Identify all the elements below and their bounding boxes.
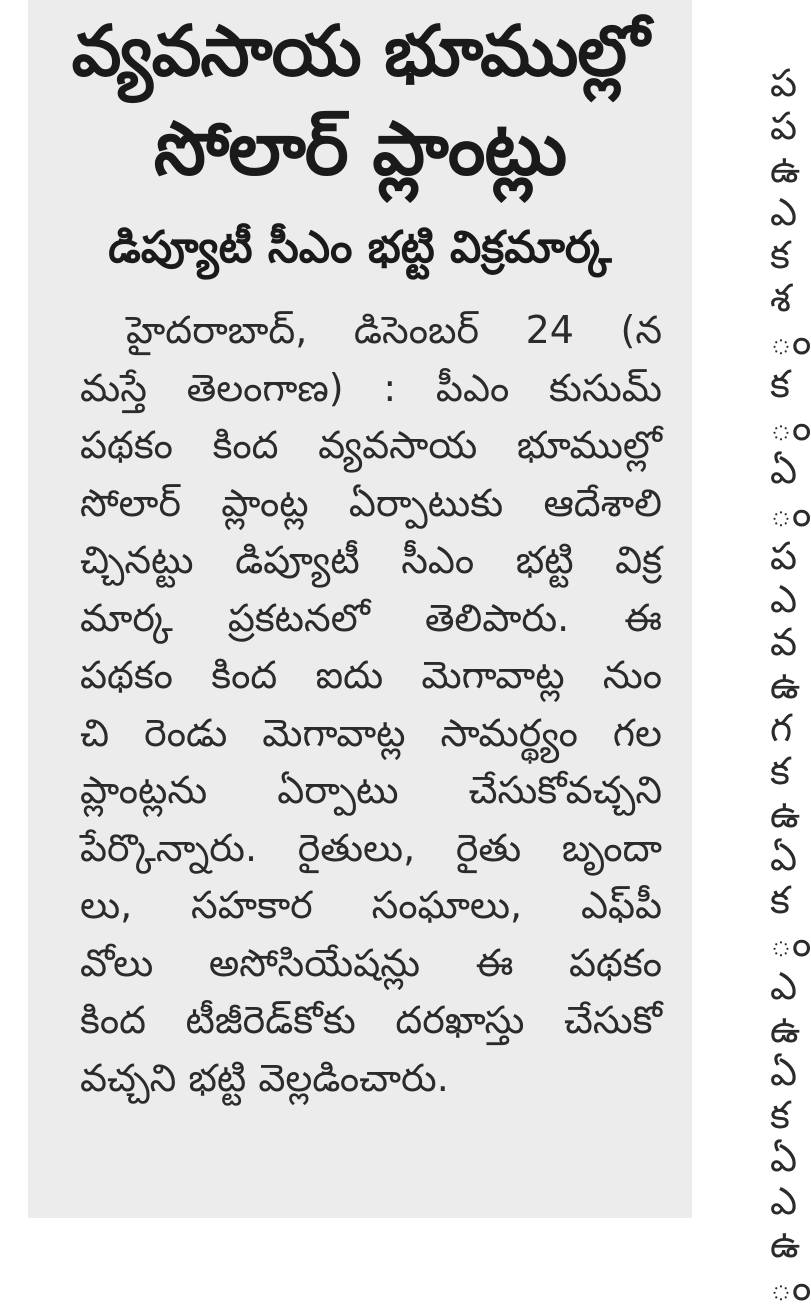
adjacent-column-glyph: ం <box>770 921 811 965</box>
adjacent-column-glyph: క <box>770 362 790 406</box>
adjacent-column-glyph: ఎ <box>770 1179 798 1223</box>
adjacent-column-glyph: క <box>770 1093 790 1137</box>
adjacent-column-glyph: శ <box>770 276 791 320</box>
adjacent-column-glyph: ం <box>770 1265 811 1309</box>
adjacent-column-glyph: ఎ <box>770 964 798 1008</box>
adjacent-column-glyph: ఉ <box>770 663 801 707</box>
adjacent-column-glyph: ం <box>770 491 811 535</box>
adjacent-column-glyph: గ <box>770 706 793 750</box>
adjacent-column-glyph: ం <box>770 405 811 449</box>
adjacent-column-glyph: ఉ <box>770 792 801 836</box>
body-line: పేర్కొన్నారు. రైతులు, రైతు బృందా <box>80 825 662 870</box>
adjacent-column-glyph: ఉ <box>770 147 801 191</box>
body-line: చి రెండు మెగావాట్ల సామర్థ్యం గల <box>80 710 662 755</box>
news-article <box>28 0 692 1218</box>
adjacent-column-glyph: ఉ <box>770 1007 801 1051</box>
adjacent-column-glyph: ఏ <box>770 835 798 879</box>
adjacent-column-glyph: ప <box>770 534 798 578</box>
adjacent-column-glyph: ఎ <box>770 190 798 234</box>
adjacent-column-glyph: ఏ <box>770 448 798 492</box>
adjacent-column-glyph: ఏ <box>770 1050 798 1094</box>
body-line: లు, సహకార సంఘాలు, ఎఫ్‌పీ <box>80 883 662 927</box>
body-line: వచ్చని భట్టి వెల్లడించారు. <box>80 1055 449 1100</box>
body-line: పథకం కింద ఐదు మెగావాట్ల నుం <box>80 653 662 697</box>
body-line: ప్లాంట్లను ఏర్పాటు చేసుకోవచ్చని <box>80 768 662 812</box>
body-line: వోలు అసోసియేషన్లు ఈ పథకం <box>80 940 662 985</box>
adjacent-column-fragment <box>770 0 811 1310</box>
body-line: పథకం కింద వ్యవసాయ భూముల్లో <box>80 423 662 467</box>
adjacent-column-glyph: ం <box>770 319 811 363</box>
headline-line-1: వ్యవసాయ భూముల్లో <box>71 10 649 92</box>
adjacent-column-glyph: ఉ <box>770 1222 801 1266</box>
adjacent-column-glyph: ప <box>770 104 798 148</box>
body-line: మార్క ప్రకటనలో తెలిపారు. ఈ <box>80 595 662 640</box>
body-line: చ్చినట్టు డిప్యూటీ సీఎం భట్టి విక్ర <box>80 538 662 582</box>
adjacent-column-glyph: ఎ <box>770 577 798 621</box>
adjacent-column-glyph: వ <box>770 620 798 664</box>
article-body <box>80 302 662 1107</box>
adjacent-column-glyph: ఏ <box>770 1136 798 1180</box>
adjacent-column-glyph: క <box>770 233 790 277</box>
body-line: కింద టీజీరెడ్‌కోకు దరఖాస్తు చేసుకో <box>80 998 662 1042</box>
body-line: మస్తే తెలంగాణ) : పీఎం కుసుమ్ <box>80 365 662 410</box>
adjacent-column-glyph: క <box>770 749 790 793</box>
body-line: సోలార్ ప్లాంట్ల ఏర్పాటుకు ఆదేశాలి <box>80 480 662 525</box>
subheadline: డిప్యూటీ సీఎం భట్టి విక్రమార్క <box>108 222 612 273</box>
adjacent-column-glyph: ప <box>770 61 798 105</box>
adjacent-column-glyph: క <box>770 878 790 922</box>
body-line: హైదరాబాద్, డిసెంబర్ 24 (న <box>126 308 662 352</box>
headline-line-2: సోలార్ ప్లాంట్లు <box>153 106 567 192</box>
